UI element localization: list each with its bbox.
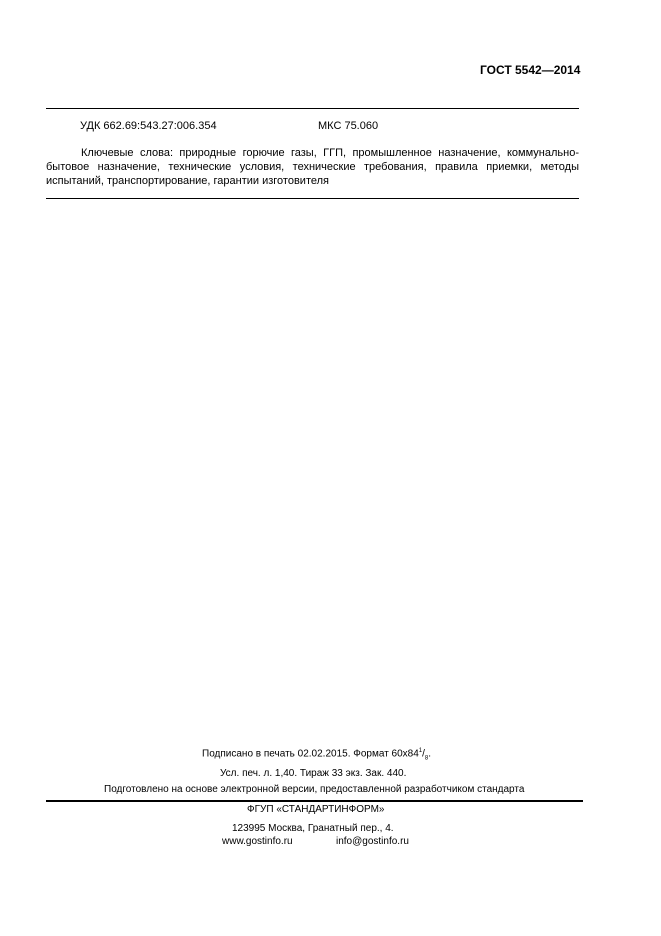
signed-text: Подписано в печать 02.02.2015. Формат 60x84	[202, 748, 419, 760]
keywords-paragraph: Ключевые слова: природные горючие газы, ГГП, промышленное назначение, коммунально-бытовое назначение, технические условия, технические требования, правила приемки, методы испытаний, транспортирование, гарантии изготовителя	[46, 147, 579, 187]
print-info: Усл. печ. л. 1,40. Тираж 33 экз. Зак. 440.	[220, 768, 407, 779]
top-divider	[46, 108, 579, 109]
keywords-divider	[46, 198, 579, 199]
document-code: ГОСТ 5542—2014	[480, 63, 581, 77]
signed-for-print: Подписано в печать 02.02.2015. Формат $60x84^1/_8$.	[202, 748, 432, 762]
format-numerator: 1	[418, 748, 423, 754]
publisher-email: info@gostinfo.ru	[336, 836, 409, 847]
publisher-website: www.gostinfo.ru	[222, 836, 293, 847]
udk-code: УДК 662.69:543.27:006.354	[80, 120, 217, 132]
mks-code: МКС 75.060	[318, 120, 379, 132]
signed-period: .	[428, 748, 432, 760]
format-denominator: 8	[424, 755, 429, 762]
publisher-address: 123995 Москва, Гранатный пер., 4.	[232, 823, 394, 834]
imprint-divider	[46, 800, 583, 802]
publisher-name: ФГУП «СТАНДАРТИНФОРМ»	[247, 804, 385, 815]
prepared-note: Подготовлено на основе электронной версии, предоставленной разработчиком стандарта	[104, 784, 525, 795]
